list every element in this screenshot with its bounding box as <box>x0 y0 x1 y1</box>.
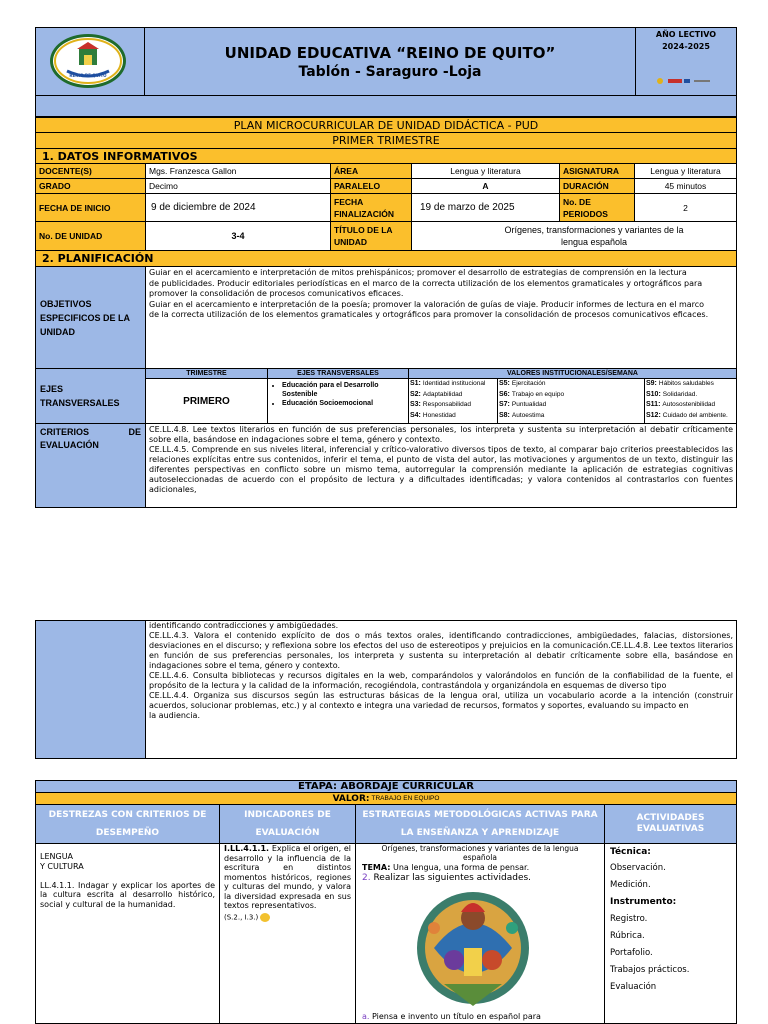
valor-name: Ejercitación <box>511 380 546 387</box>
criterios-text-part1: CE.LL.4.8. Lee textos literarios en función de sus preferencias personales, los interpreta y sustenta su interpretación al debatir críticamente sobre ella, basándose en indagaciones sobre el tema, género y contexto. CE.LL.4.5. Comprende en sus niveles literal, inferencial y crítico-valorativo diversos tipos de texto, al comparar bajo criterios preestablecidos las relaciones explícitas entre sus contenidos, inferir el tema, el punto de vista del autor, las motivaciones y argumentos de un texto, distinguir las diferentes perspectivas en conflicto sobre un mismo tema, autorregular la comprensión mediante la aplicación de estrategias cognitivas autoseleccionadas de acuerdo con el propósito de lectura y a dificultades identificadas; y valora contenidos al contrastarlos con fuentes adicionales, <box>149 425 733 494</box>
estrategia-tema-value: Una lengua, una forma de pensar. <box>390 863 530 872</box>
inicio-value: 9 de diciembre de 2024 <box>145 193 331 222</box>
indicador-ref-line <box>220 911 355 924</box>
estrategia-tema-line <box>356 862 604 873</box>
valor-name: Identidad institucional <box>422 380 486 387</box>
valor-name: Autoestima <box>511 411 545 419</box>
duracion-value: 45 minutos <box>634 178 737 194</box>
instrumento-item: Rúbrica. <box>610 931 645 941</box>
etapa-valor-value: TRABAJO EN EQUIPO <box>371 795 440 802</box>
col1-head: DESTREZAS CON CRITERIOS DE DESEMPEÑO <box>35 804 220 844</box>
plan-trimester: PRIMER TRIMESTRE <box>35 132 737 149</box>
ejes-item: • Educación para el Desarrollo Sostenible <box>282 381 406 399</box>
paralelo-label: PARALELO <box>330 178 412 194</box>
illustration-image <box>414 888 532 1012</box>
valor-item <box>646 412 728 419</box>
etapa-valor-label: VALOR: <box>332 793 370 804</box>
valor-name: Trabajo en equipo <box>511 390 565 398</box>
etapa-title: ETAPA: ABORDAJE CURRICULAR <box>35 780 737 793</box>
valor-code: S10: <box>646 390 661 398</box>
grado-label: GRADO <box>35 178 146 194</box>
valor-code: S12: <box>646 411 661 419</box>
area-label: ÁREA <box>330 163 412 179</box>
estrategia-step: Realizar las siguientes actividades. <box>370 873 532 883</box>
area-value: Lengua y literatura <box>411 163 560 179</box>
ejes-list <box>272 381 406 408</box>
school-title-block <box>145 27 635 96</box>
valores-head: VALORES INSTITUCIONALES/SEMANA <box>408 368 737 379</box>
asignatura-label: ASIGNATURA <box>559 163 635 179</box>
valor-code: S4: <box>410 411 421 419</box>
valor-item <box>410 391 462 398</box>
trimestre-head: TRIMESTRE <box>145 368 268 379</box>
criterios-cont-label <box>35 620 146 759</box>
indicador-code: I.LL.4.1.1. <box>224 844 270 853</box>
grado-value: Decimo <box>145 178 331 194</box>
valor-name: Honestidad <box>422 411 456 419</box>
year-value: 2024-2025 <box>662 42 710 51</box>
section1-heading: 1. DATOS INFORMATIVOS <box>35 148 737 164</box>
valor-code: S6: <box>499 390 510 398</box>
col2-cell <box>219 843 356 1024</box>
valor-name: Autosostenibilidad <box>662 401 716 408</box>
school-name: UNIDAD EDUCATIVA “REINO DE QUITO” <box>224 43 556 62</box>
objetivos-label: OBJETIVOS ESPECIFICOS DE LA UNIDAD <box>35 266 146 369</box>
valor-item <box>410 401 471 408</box>
section2-heading: 2. PLANIFICACIÓN <box>35 250 737 267</box>
school-location: Tablón - Saraguro -Loja <box>298 63 482 80</box>
titulo-value: Orígenes, transformaciones y variantes de la lengua española <box>411 221 737 251</box>
col3-head: ESTRATEGIAS METODOLÓGICAS ACTIVAS PARA LA ENSEÑANZA Y APRENDIZAJE <box>355 804 605 844</box>
estrategia-step-line <box>356 873 604 883</box>
valor-item <box>499 391 564 398</box>
valor-item <box>646 380 714 387</box>
criterios-text-part2: identificando contradicciones y ambigüedades. CE.LL.4.3. Valora el contenido explícito de dos o más textos orales, identificando contradicciones, ambigüedades, falacias, distorsiones, desviaciones en el discurso; y reflexiona sobre los efectos del uso de estereotipos y prejuicios en la comunicación.CE.LL.4.8. Lee textos literarios en función de sus preferencias personales, los interpreta y sustenta su interpretación al debatir críticamente sobre ella, basándose en indagaciones sobre el tema, género y contexto. CE.LL.4.6. Consulta bibliotecas y recursos digitales en la web, comparándolos y valorándolos en función de la confiabilidad de la fuente, el propósito de la lectura y la calidad de la información, recogiéndola, contrastándola y organizándola en esquemas de diverso tipo CE.LL.4.4. Organiza sus discursos según las estructuras básicas de la lengua oral, utiliza un vocabulario acorde a la intención (construir acuerdos, solucionar problemas, etc.) y al contexto e integra una variedad de recursos, formatos y soportes, evaluando su impacto en la audiencia. <box>149 621 733 720</box>
estrategia-sub-line <box>362 1012 541 1021</box>
valor-code: S11: <box>646 401 661 408</box>
valor-code: S5: <box>499 380 510 387</box>
ejes-label: EJES TRANSVERSALES <box>35 368 146 424</box>
valor-name: Hábitos saludables <box>658 380 714 387</box>
valor-item <box>410 412 456 419</box>
blank-row <box>35 95 737 117</box>
docente-value: Mgs. Franzesca Gallon <box>145 163 331 179</box>
valor-code: S9: <box>646 380 657 387</box>
valor-name: Cuidado del ambiente. <box>662 411 728 419</box>
valor-name: Adaptabilidad <box>422 390 463 398</box>
instrumento-item: Evaluación <box>610 982 657 992</box>
periodos-value: 2 <box>634 193 737 222</box>
unidad-label: No. DE UNIDAD <box>35 221 146 251</box>
valor-item <box>499 401 546 408</box>
inicio-label: FECHA DE INICIO <box>35 193 146 222</box>
ejes-list-cell <box>267 378 409 424</box>
instrumento-label: Instrumento: <box>610 897 677 907</box>
year-label: AÑO LECTIVO <box>655 30 717 39</box>
plan-title: PLAN MICROCURRICULAR DE UNIDAD DIDÁCTICA - PUD <box>35 117 737 133</box>
estrategia-sub: Piensa e invento un título en español para <box>369 1012 541 1021</box>
school-logo <box>50 34 126 88</box>
objetivos-text: Guiar en el acercamiento e interpretación de mitos prehispánicos; promover el desarrollo de estrategias de comprensión en la lectura de publicidades. Producir editoriales periodísticas en el marco de la correcta utilización de los elementos gramaticales y ortográficos para promover la consolidación de procesos comunicativos eficaces. Guiar en el acercamiento e interpretación de la poesía; promover la valoración de guías de viaje. Producir informes de lectura en el marco de la correcta utilización de los elementos gramaticales y ortográficos para promover la consolidación de procesos comunicativos eficaces. <box>149 268 709 319</box>
trimestre-value: PRIMERO <box>145 378 268 424</box>
docente-label: DOCENTE(S) <box>35 163 146 179</box>
instrumento-item: Registro. <box>610 914 648 924</box>
periodos-label: No. DE PERIODOS <box>559 193 635 222</box>
valor-item <box>646 401 715 408</box>
valor-item <box>410 380 485 387</box>
fin-value: 19 de marzo de 2025 <box>411 193 560 222</box>
estrategia-tema-label: TEMA: <box>362 863 391 872</box>
objetivos-cell <box>145 266 737 369</box>
valor-code: S3: <box>410 401 421 408</box>
tecnica-label: Técnica: <box>610 847 651 857</box>
asignatura-value: Lengua y literatura <box>634 163 737 179</box>
criterios-cont-cell <box>145 620 737 759</box>
instrumento-item: Portafolio. <box>610 948 653 958</box>
indicador-paragraph <box>220 844 355 911</box>
valor-item <box>499 412 544 419</box>
logo-caption: REINO DE QUITO <box>69 73 107 78</box>
ejes-head: EJES TRANSVERSALES <box>267 368 409 379</box>
valor-code: S8: <box>499 411 510 419</box>
valor-item <box>646 391 697 398</box>
estrategia-title: Orígenes, transformaciones y variantes de la lengua española <box>381 844 579 862</box>
fin-label: FECHA FINALIZACIÓN <box>330 193 412 222</box>
valor-name: Puntualidad <box>511 401 547 408</box>
titulo-label: TÍTULO DE LA UNIDAD <box>330 221 412 251</box>
criterios-cell <box>145 423 737 508</box>
valor-name: Solidaridad. <box>662 390 698 398</box>
col1-cell <box>35 843 220 1024</box>
valor-name: Responsabilidad <box>422 401 471 408</box>
emoji-icon <box>260 913 270 922</box>
ejes-item: • Educación Socioemocional <box>282 399 406 408</box>
estrategia-step-num: 2. <box>362 873 371 883</box>
valor-code: S7: <box>499 401 510 408</box>
year-cell <box>635 27 737 96</box>
destreza-text: LENGUA Y CULTURA LL.4.1.1. Indagar y explicar los aportes de la cultura escrita al desarrollo histórico, social y cultural de la humanidad. <box>40 852 215 909</box>
tecnica-item: Observación. <box>610 863 666 873</box>
valor-item <box>499 380 546 387</box>
col2-head: INDICADORES DE EVALUACIÓN <box>219 804 356 844</box>
ministry-logo-icon <box>656 70 716 78</box>
unidad-value: 3-4 <box>145 221 331 251</box>
col4-head: ACTIVIDADES EVALUATIVAS <box>604 804 737 844</box>
duracion-label: DURACIÓN <box>559 178 635 194</box>
valor-code: S1: <box>410 380 421 387</box>
criterios-label: CRITERIOS DE EVALUACIÓN <box>40 427 141 450</box>
instrumento-item: Trabajos prácticos. <box>610 965 690 975</box>
indicador-text: Explica el origen, el desarrollo y la influencia de la escritura en distintos momentos históricos, regiones y culturas del mundo, y valora la diversidad expresada en sus textos representativos. <box>224 844 351 910</box>
col4-cell <box>604 843 737 1024</box>
logo-cell <box>35 27 145 96</box>
estrategia-sub-letter: a. <box>362 1012 370 1021</box>
col3-cell <box>355 843 605 1024</box>
tecnica-item: Medición. <box>610 880 651 890</box>
criterios-label-cell <box>35 423 146 508</box>
valor-code: S2: <box>410 390 421 398</box>
indicador-ref: (S.2., I.3.) <box>224 913 259 921</box>
culture-illustration <box>414 888 532 1012</box>
paralelo-value: A <box>411 178 560 194</box>
